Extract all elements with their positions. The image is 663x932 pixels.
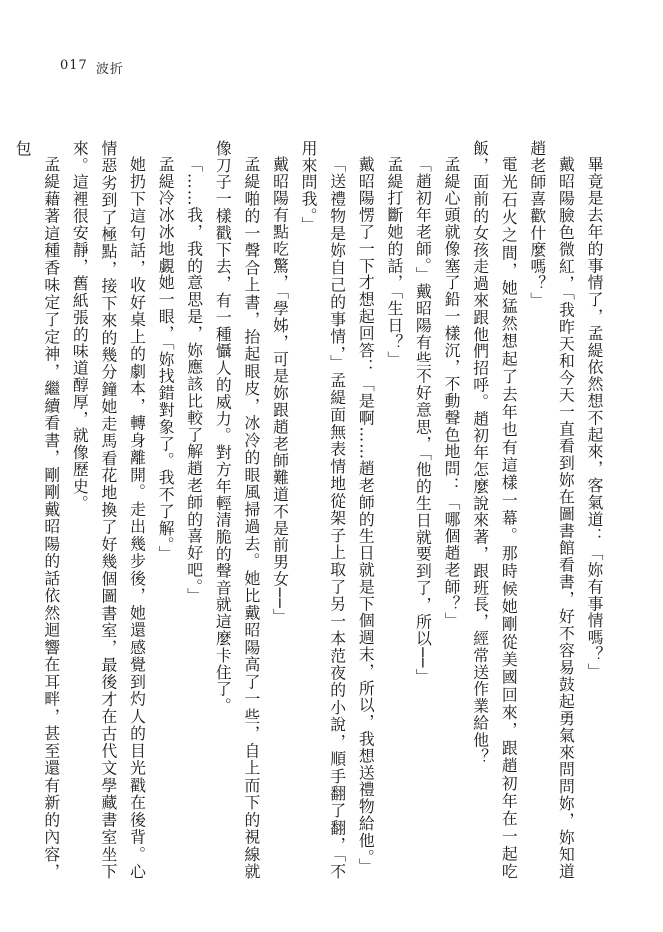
paragraph: 她扔下這句話，收好桌上的劇本，轉身離開。走出幾步後，她還感覺到灼人的目光戳在後背。心情惡劣到了極點，接下來的幾分鐘她走馬看花地換了好幾個圖書室，最後才在古代文學藏書室坐下來。這裡很安靜，舊紙張的味道醇厚，就像歷史。 (70, 140, 147, 880)
paragraph: 「趙初年老師。」戴昭陽有些不好意思，「他的生日就要到了，所以──」 (413, 155, 433, 686)
paragraph: 孟緹藉著這種香味定了定神，繼續看書，剛剛戴昭陽的話依然迴響在耳畔，甚至還有新的內容，包 (13, 140, 61, 880)
paragraph: 戴昭陽有點吃驚，「學姊，可是妳跟趙老師難道不是前男女──」 (270, 155, 290, 626)
page-header (60, 58, 124, 77)
paragraph: 孟緹心頭就像塞了鉛一樣沉，不動聲色地問：「哪個趙老師？」 (442, 155, 462, 629)
paragraph: 孟緹打斷她的話，「生日？」 (384, 155, 404, 368)
chapter-title: 波折 (95, 62, 124, 77)
paragraph: 戴昭陽臉色微紅，「我昨天和今天一直看到妳在圖書館看書，好不容易鼓起勇氣來問問妳，妳知道趙老師喜歡什麼嗎？」 (527, 140, 576, 880)
paragraph: 「……我，我的意思是，妳應該比較了解趙老師的喜好吧。」 (184, 155, 204, 605)
paragraph: 孟緹冷冰冰地覷她一眼，「妳找錯對象了。我不了解。」 (156, 155, 176, 563)
paragraph: 孟緹啪的一聲合上書，抬起眼皮，冰冷的眼風掃過去。她比戴昭陽高了一些，自上而下的視線就像刀子一樣戳下去，有一種懾人的威力。對方年輕清脆的聲音就這麼卡住了。 (213, 140, 261, 880)
paragraph: 戴昭陽愣了一下才想起回答：「是啊……趙老師的生日就是下個週末，所以，我想送禮物給他。」 (356, 155, 376, 875)
page-number: 017 (60, 58, 88, 73)
body-text (13, 140, 608, 880)
paragraph: 畢竟是去年的事情了，孟緹依然想不起來，客氣道：「妳有事情嗎？」 (585, 155, 604, 680)
paragraph: 「送禮物是妳自己的事情，」孟緹面無表情地從架子上取了另一本范夜的小說，順手翻了翻，「不用來問我。」 (299, 140, 347, 880)
paragraph: 電光石火之間，她猛然想起了去年也有這樣一幕。那時候她剛從美國回來，跟趙初年在一起吃飯，面前的女孩走過來跟他們招呼。趙初年怎麼說來著，跟班長，經常送作業給他？ (470, 140, 519, 880)
